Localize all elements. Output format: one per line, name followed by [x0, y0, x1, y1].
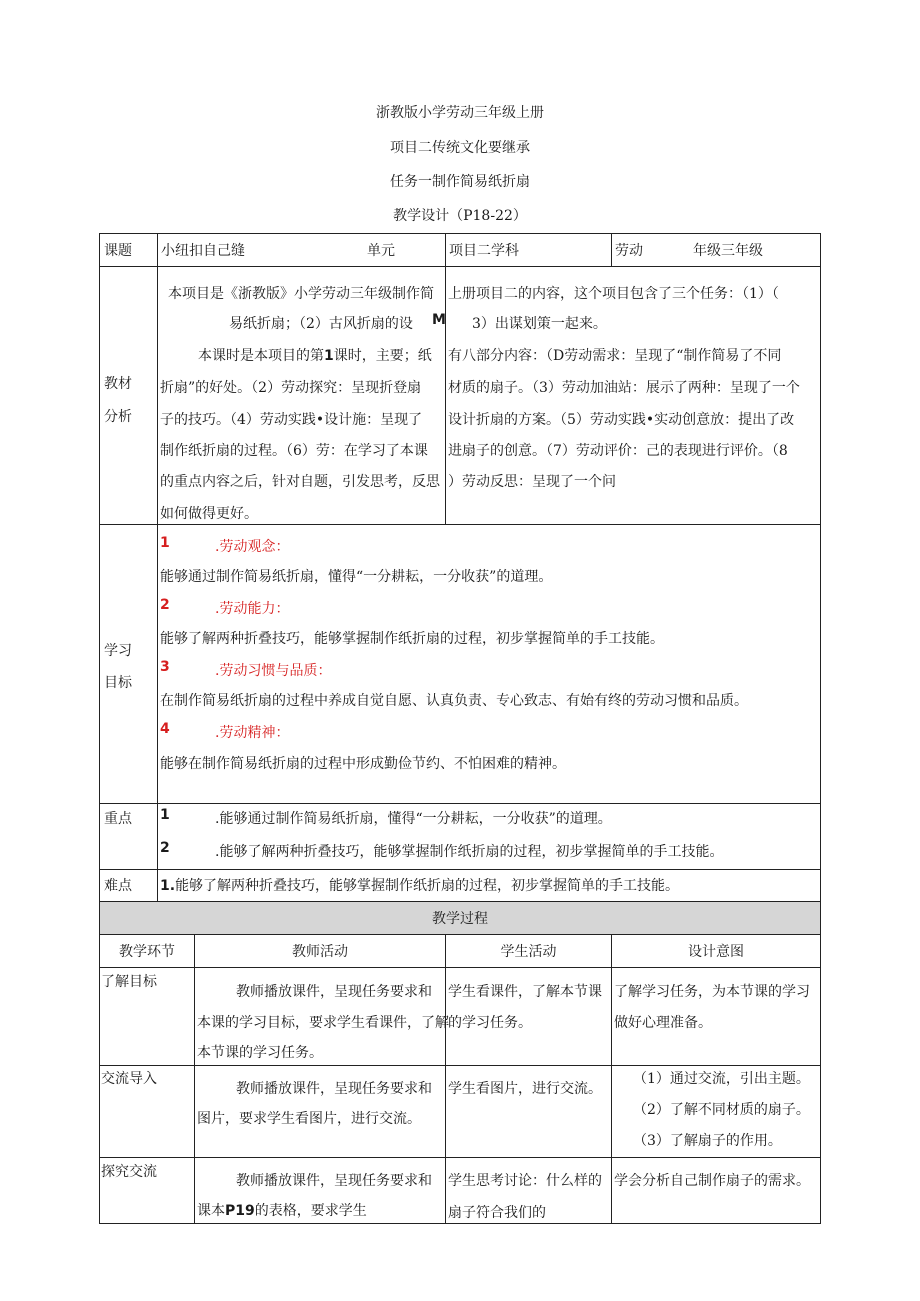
intent-cell-line: 了解学习任务，为本节课的学习 [614, 984, 810, 1000]
student-cell-line: 扇子符合我们的 [448, 1205, 546, 1221]
column-header-student: 学生活动 [500, 944, 557, 960]
goal-title: .劳动习惯与品质： [215, 663, 332, 679]
key-point-text: .能够了解两种折叠技巧，能够掌握制作纸折扇的过程，初步掌握简单的手工技能。 [215, 844, 724, 860]
goal-text: 能够了解两种折叠技巧，能够掌握制作纸折扇的过程，初步掌握简单的手工技能。 [160, 631, 664, 647]
analysis-right-line: 有八部分内容：（D劳动需求：呈现了“制作简易了不同 [448, 348, 782, 364]
teacher-cell-line: 教师播放课件，呈现任务要求和 [236, 1173, 432, 1189]
analysis-left-line: 子的技巧。（4）劳动实践•设计施：呈现了 [160, 412, 423, 428]
intent-cell-line: （2）了解不同材质的扇子。 [633, 1102, 810, 1118]
teacher-cell-line: 教师播放课件，呈现任务要求和 [236, 1081, 432, 1097]
analysis-left-line: 本项目是《浙教版》小学劳动三年级制作简 [168, 286, 434, 302]
student-cell-line: 学生看课件，了解本节课 [448, 984, 602, 1000]
analysis-left-line: 如何做得更好。 [160, 506, 258, 522]
analysis-label-b: 分析 [104, 409, 132, 425]
analysis-right-line: 设计折扇的方案。（5）劳动实践•实动创意放：提出了改 [448, 412, 795, 428]
doc-title-line2: 项目二传统文化要继承 [390, 140, 530, 156]
intent-cell-line: （3）了解扇子的作用。 [633, 1133, 782, 1149]
stage-cell: 探究交流 [101, 1164, 157, 1180]
info-subject-value: 劳动 [615, 243, 643, 259]
teacher-cell-line: 本节课的学习任务。 [197, 1045, 323, 1061]
student-cell-line: 学生思考讨论：什么样的 [448, 1173, 602, 1189]
process-title: 教学过程 [432, 911, 488, 927]
student-cell-line: 学生看图片，进行交流。 [448, 1081, 602, 1097]
key-point-number: 2 [160, 840, 170, 856]
goal-number: 2 [160, 597, 170, 613]
teacher-cell-line: 课本P19的表格，要求学生 [197, 1203, 367, 1219]
difficulty-text: 1.能够了解两种折叠技巧，能够掌握制作纸折扇的过程，初步掌握简单的手工技能。 [160, 878, 680, 894]
goal-text: 在制作简易纸折扇的过程中养成自觉自愿、认真负责、专心致志、有始有终的劳动习惯和品质。 [160, 693, 748, 709]
goals-label-a: 学习 [104, 643, 132, 659]
goals-label-b: 目标 [104, 675, 132, 691]
goal-number: 4 [160, 721, 170, 737]
stage-cell: 交流导入 [101, 1071, 157, 1087]
difficulty-label: 难点 [104, 878, 132, 894]
teacher-cell-line: 图片，要求学生看图片，进行交流。 [197, 1111, 421, 1127]
info-unit-value: 项目二学科 [449, 243, 519, 259]
info-unit-label: 单元 [367, 243, 395, 259]
key-point-text: .能够通过制作简易纸折扇，懂得“一分耕耘，一分收获”的道理。 [215, 811, 612, 827]
goal-number: 3 [160, 659, 170, 675]
column-header-intent: 设计意图 [688, 944, 744, 960]
analysis-right-line: 3）出谋划策一起来。 [472, 316, 607, 332]
analysis-label-a: 教材 [104, 376, 132, 392]
key-points-label: 重点 [104, 811, 132, 827]
doc-title-line3: 任务一制作简易纸折扇 [390, 174, 530, 190]
analysis-left-line: 的重点内容之后，针对自题，引发思考，反思 [160, 474, 440, 490]
analysis-left-line: 制作纸折扇的过程。（6）劳：在学习了本课 [160, 443, 428, 459]
teacher-cell-line: 教师播放课件，呈现任务要求和 [236, 984, 432, 1000]
goal-number: 1 [160, 535, 170, 551]
info-grade: 年级三年级 [693, 243, 763, 259]
intent-cell-line: 做好心理准备。 [614, 1015, 712, 1031]
analysis-left-line: 折扇”的好处。（2）劳动探究：呈现折登扇 [160, 380, 422, 396]
column-header-teacher: 教师活动 [292, 944, 348, 960]
analysis-right-line: ）劳动反思：呈现了一个问 [448, 474, 616, 490]
analysis-right-line: 材质的扇子。（3）劳动加油站：展示了两种：呈现了一个 [448, 380, 800, 396]
goal-title: .劳动观念： [215, 539, 290, 555]
doc-title-line4: 教学设计（P18-22） [393, 208, 527, 224]
goal-title: .劳动能力： [215, 601, 290, 617]
goal-title: .劳动精神： [215, 725, 290, 741]
analysis-right-line: 上册项目二的内容，这个项目包含了三个任务：（1）（ [448, 286, 779, 302]
goal-text: 能够在制作简易纸折扇的过程中形成勤俭节约、不怕困难的精神。 [160, 756, 566, 772]
info-topic-value: 小纽扣自己缝 [161, 243, 245, 259]
column-header-stage: 教学环节 [119, 944, 175, 960]
analysis-left-line: 本课时是本项目的第1课时，主要；纸 [198, 348, 432, 364]
analysis-left-line: 易纸折扇；（2）古风折扇的设 [229, 316, 413, 332]
key-point-number: 1 [160, 807, 170, 823]
teacher-cell-line: 本课的学习目标，要求学生看课件，了解 [197, 1015, 449, 1031]
doc-title-line1: 浙教版小学劳动三年级上册 [376, 105, 544, 121]
analysis-m-mark: M [432, 312, 446, 328]
info-label-topic: 课题 [104, 243, 132, 259]
analysis-right-line: 进扇子的创意。（7）劳动评价：己的表现进行评价。（8 [448, 443, 788, 459]
goal-text: 能够通过制作简易纸折扇，懂得“一分耕耘，一分收获”的道理。 [160, 569, 553, 585]
stage-cell: 了解目标 [101, 974, 157, 990]
student-cell-line: 的学习任务。 [448, 1015, 532, 1031]
intent-cell-line: （1）通过交流，引出主题。 [633, 1071, 810, 1087]
intent-cell-line: 学会分析自己制作扇子的需求。 [614, 1173, 810, 1189]
